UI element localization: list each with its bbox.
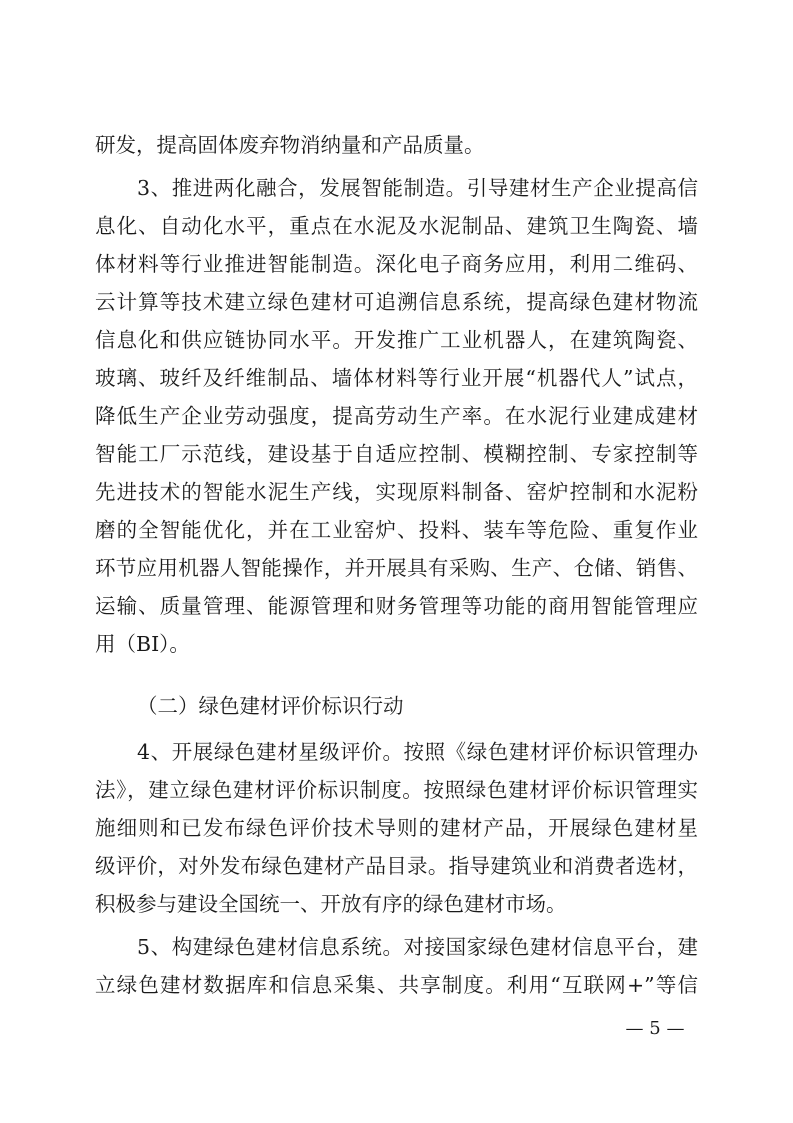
text-line: 运输、质量管理、能源管理和财务管理等功能的商用智能管理应 xyxy=(95,594,698,618)
text-line: 5、构建绿色建材信息系统。对接国家绿色建材信息平台，建 xyxy=(137,935,698,959)
text-line: 级评价，对外发布绿色建材产品目录。指导建筑业和消费者选材， xyxy=(95,854,698,878)
text-line: 先进技术的智能水泥生产线，实现原料制备、窑炉控制和水泥粉 xyxy=(95,480,698,504)
text-line: 施细则和已发布绿色评价技术导则的建材产品，开展绿色建材星 xyxy=(95,816,698,840)
text-line: 云计算等技术建立绿色建材可追溯信息系统，提高绿色建材物流 xyxy=(95,290,698,314)
text-line: 3、推进两化融合，发展智能制造。引导建材生产企业提高信 xyxy=(137,176,698,200)
text-line: 4、开展绿色建材星级评价。按照《绿色建材评价标识管理办 xyxy=(137,740,698,764)
text-line: 立绿色建材数据库和信息采集、共享制度。利用“互联网+”等信 xyxy=(95,973,698,997)
text-line: 法》，建立绿色建材评价标识制度。按照绿色建材评价标识管理实 xyxy=(95,778,698,802)
text-line: 降低生产企业劳动强度，提高劳动生产率。在水泥行业建成建材 xyxy=(95,404,698,428)
page-number: — 5 — xyxy=(625,1018,685,1039)
section-heading: （二）绿色建材评价标识行动 xyxy=(137,694,404,718)
text-line: 智能工厂示范线，建设基于自适应控制、模糊控制、专家控制等 xyxy=(95,442,698,466)
text-line: 积极参与建设全国统一、开放有序的绿色建材市场。 xyxy=(95,892,567,916)
text-line: 研发，提高固体废弃物消纳量和产品质量。 xyxy=(95,133,485,157)
text-line: 玻璃、玻纤及纤维制品、墙体材料等行业开展“机器代人”试点， xyxy=(95,366,698,390)
text-line: 信息化和供应链协同水平。开发推广工业机器人，在建筑陶瓷、 xyxy=(95,328,698,352)
text-line: 体材料等行业推进智能制造。深化电子商务应用，利用二维码、 xyxy=(95,252,698,276)
text-line: 环节应用机器人智能操作，并开展具有采购、生产、仓储、销售、 xyxy=(95,556,698,580)
text-line: 用（BI）。 xyxy=(95,632,190,656)
text-line: 息化、自动化水平，重点在水泥及水泥制品、建筑卫生陶瓷、墙 xyxy=(95,214,698,238)
text-line: 磨的全智能优化，并在工业窑炉、投料、装车等危险、重复作业 xyxy=(95,518,698,542)
